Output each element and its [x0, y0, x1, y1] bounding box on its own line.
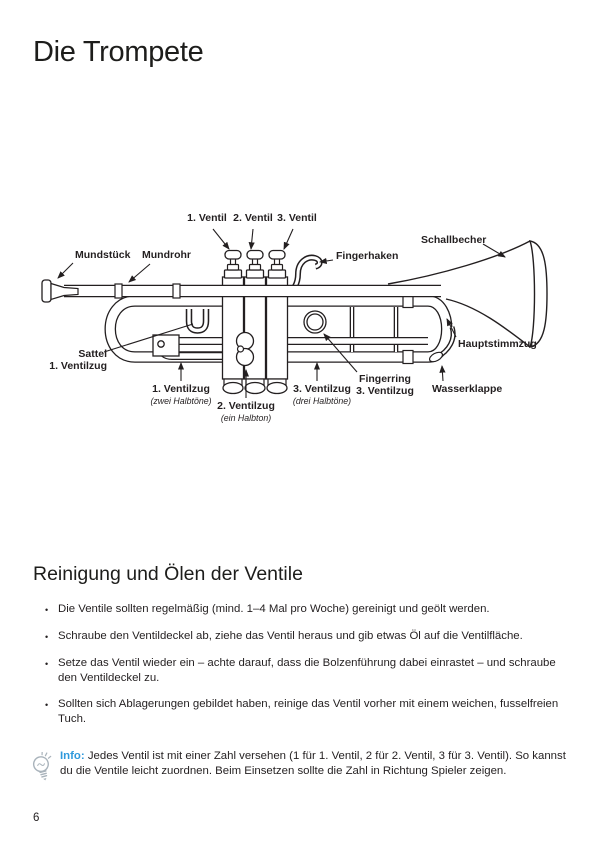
section-heading: Reinigung und Ölen der Ventile	[33, 563, 303, 585]
label-wasserklappe: Wasserklappe	[432, 383, 503, 395]
list-item	[45, 629, 569, 645]
info-text	[60, 749, 570, 791]
label-ventilzug-1: 1. Ventilzug (zwei Halbtöne)	[150, 383, 212, 406]
label-ventil-2: 2. Ventil	[233, 212, 273, 224]
bullet-text: Die Ventile sollten regelmäßig (mind. 1–4 Mal pro Woche) gereinigt und geölt werden.	[58, 603, 490, 615]
bullet-text: Sollten sich Ablagerungen gebildet haben, reinige das Ventil vorher mit einem weichen, fusselfreien Tuch.	[58, 698, 559, 725]
label-fingerhaken: Fingerhaken	[336, 250, 399, 262]
info-label: Info:	[60, 750, 85, 762]
bullet-text: Schraube den Ventildeckel ab, ziehe das Ventil heraus und gib etwas Öl auf die Ventilfläche.	[58, 630, 523, 642]
label-mundrohr: Mundrohr	[142, 249, 191, 261]
bullet-text: Setze das Ventil wieder ein – achte darauf, dass die Bolzenführung dabei einrastet – und schraube den Ventildeckel zu.	[58, 657, 556, 684]
page-number: 6	[33, 812, 40, 824]
info-box	[30, 749, 570, 791]
label-schallbecher: Schallbecher	[421, 234, 487, 246]
label-fingerring: Fingerring 3. Ventilzug	[356, 373, 414, 397]
page-title: Die Trompete	[33, 36, 204, 68]
list-item	[45, 602, 569, 618]
bullet-list	[45, 602, 569, 738]
info-body: Jedes Ventil ist mit einer Zahl versehen (1 für 1. Ventil, 2 für 2. Ventil, 3 für 3. Ventil). So kannst du die Ventile leicht zuordnen. Beim Einsetzen sollte die Zahl in Richtung Spieler zeigen.	[60, 750, 566, 777]
label-ventil-3: 3. Ventil	[277, 212, 317, 224]
label-ventilzug-2: 2. Ventilzug (ein Halbton)	[217, 400, 275, 423]
bullet-marker: •	[45, 632, 49, 642]
label-sattel: Sattel 1. Ventilzug	[49, 348, 107, 372]
bullet-marker: •	[45, 700, 49, 710]
label-mundstueck: Mundstück	[75, 249, 131, 261]
list-item	[45, 697, 569, 727]
bullet-marker: •	[45, 605, 49, 615]
label-ventil-1: 1. Ventil	[187, 212, 227, 224]
label-ventilzug-3: 3. Ventilzug (drei Halbtöne)	[292, 383, 352, 406]
lightbulb-icon	[30, 749, 60, 791]
label-hauptstimmzug: Hauptstimmzug	[458, 338, 537, 350]
list-item	[45, 656, 569, 686]
bullet-marker: •	[45, 659, 49, 669]
